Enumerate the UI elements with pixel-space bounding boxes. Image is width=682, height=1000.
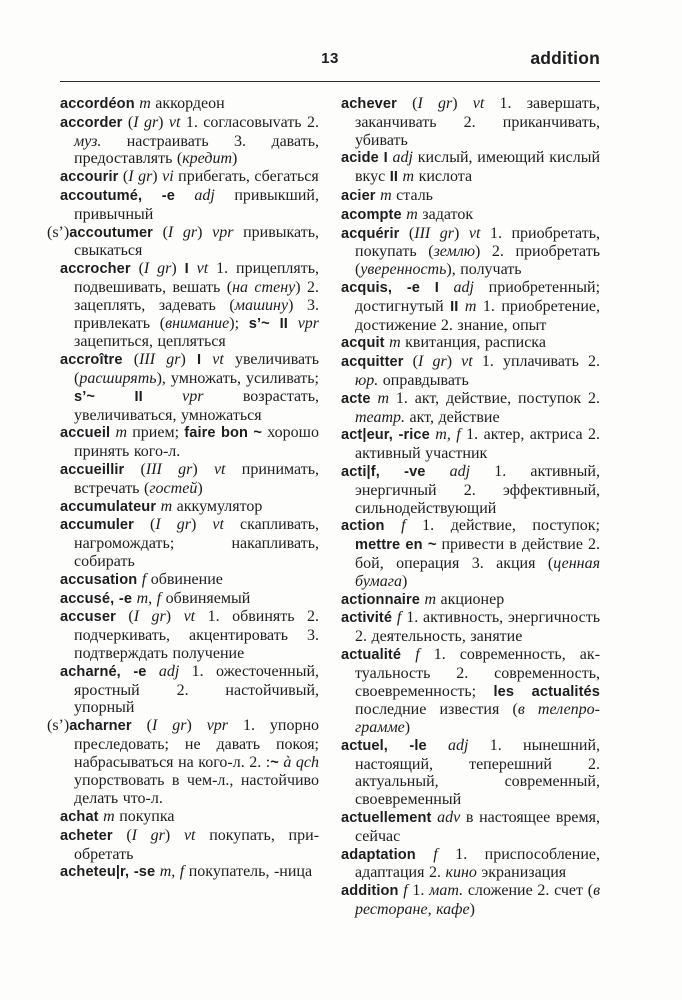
text-run: привыкший, привычный bbox=[74, 186, 319, 223]
text-run: 1. согласовыvать 2. bbox=[180, 113, 320, 131]
text-run: ( bbox=[122, 351, 140, 369]
headword: acte bbox=[341, 390, 371, 407]
headword: actualité bbox=[341, 646, 402, 663]
headword: acharné, -e bbox=[60, 663, 147, 680]
dictionary-entry bbox=[60, 114, 319, 168]
headword: accroître bbox=[60, 352, 123, 369]
headword: adaptation bbox=[341, 846, 416, 863]
text-run: кредит bbox=[182, 150, 233, 168]
text-run: vpr bbox=[297, 314, 320, 332]
text-run: аккумулятор bbox=[172, 497, 263, 515]
text-run: ) bbox=[404, 719, 411, 737]
text-run: ) 2. зацеплять, задевать ( bbox=[74, 278, 319, 314]
text-run: сталь bbox=[391, 186, 433, 204]
header-rule bbox=[60, 81, 600, 82]
text-run: ) bbox=[197, 479, 203, 497]
text-run: в телепрограмме bbox=[355, 701, 600, 737]
dictionary-entry bbox=[341, 463, 600, 517]
text-run: в настоящее время, сейчас bbox=[355, 809, 601, 845]
left-column bbox=[47, 95, 320, 919]
text-run: ) bbox=[180, 351, 197, 369]
text-run: последние известия ( bbox=[355, 701, 518, 719]
text-run: ) bbox=[232, 150, 238, 168]
text-run: ) bbox=[152, 168, 163, 186]
text-run: f bbox=[433, 845, 438, 863]
dictionary-entry bbox=[60, 187, 319, 224]
header-row bbox=[60, 50, 600, 74]
headword: acti|f, -ve bbox=[341, 463, 426, 480]
text-run: adv bbox=[437, 809, 461, 827]
text-run: 1. нынешний, настоящий, теперешний 2. актуальный, современный, своевременный bbox=[355, 736, 601, 809]
text-run: III gr bbox=[414, 224, 455, 242]
text-run: уверенность bbox=[360, 261, 447, 279]
text-run: ( bbox=[152, 223, 168, 241]
dictionary-entry bbox=[341, 737, 600, 809]
text-run: ) bbox=[452, 95, 473, 112]
dictionary-entry bbox=[341, 609, 600, 646]
text-run: m bbox=[402, 168, 415, 186]
text-run: гостей bbox=[149, 479, 198, 497]
text-run: квитанция, расписка bbox=[400, 334, 546, 352]
headword: act|eur, -rice bbox=[341, 427, 430, 444]
text-run: I gr bbox=[131, 826, 165, 844]
text-run: 1. завершать, заканчивать 2. приканчивать, убивать bbox=[355, 95, 601, 149]
headword: accuser bbox=[60, 609, 116, 626]
dictionary-entry bbox=[341, 334, 600, 353]
text-run: 1. современность, актуальность 2. современность, своевременность; bbox=[355, 645, 601, 700]
text-run: m bbox=[377, 389, 390, 407]
text-run: возрастать, увеличиваться, умножаться bbox=[74, 387, 319, 424]
text-run: les actualités bbox=[493, 683, 600, 700]
text-run: прибегать, сбегаться bbox=[173, 168, 319, 186]
text-run: I bbox=[434, 279, 439, 296]
text-run: ) bbox=[454, 224, 469, 242]
dictionary-entry bbox=[60, 863, 319, 882]
text-run: vpr bbox=[206, 717, 229, 735]
headword: addition bbox=[341, 883, 399, 900]
text-run: ) bbox=[190, 516, 213, 534]
text-run: (s’) bbox=[47, 223, 70, 241]
text-run: ) bbox=[158, 113, 169, 131]
text-run: задаток bbox=[417, 205, 474, 223]
text-run: расширять bbox=[79, 369, 157, 387]
text-run: ); bbox=[229, 314, 249, 332]
text-run: I bbox=[196, 352, 202, 369]
text-run: III gr bbox=[139, 351, 181, 369]
text-run: покупка bbox=[114, 808, 175, 826]
text-run: m bbox=[115, 424, 127, 442]
text-run: акт, действие bbox=[405, 408, 500, 426]
dictionary-entry bbox=[60, 498, 319, 517]
text-run: мат. bbox=[429, 882, 464, 900]
text-run: s’~ II bbox=[74, 388, 143, 405]
text-run: принимать, встречать ( bbox=[74, 460, 320, 497]
text-run: vi bbox=[162, 168, 174, 186]
dictionary-entry bbox=[47, 223, 319, 261]
dictionary-entry bbox=[341, 95, 600, 149]
text-run: ( bbox=[133, 516, 156, 534]
dictionary-columns bbox=[47, 95, 601, 919]
headword: accumulateur bbox=[60, 498, 157, 515]
text-run: m, f bbox=[159, 863, 185, 881]
headword: actuel, -le bbox=[341, 737, 427, 754]
text-run: ) bbox=[165, 608, 184, 626]
text-run: vpr bbox=[182, 387, 204, 405]
text-run: I gr bbox=[151, 717, 187, 735]
right-column bbox=[341, 95, 600, 919]
dictionary-entry bbox=[60, 461, 319, 498]
headword: acquis, -e bbox=[341, 279, 420, 296]
text-run: vpr bbox=[212, 223, 234, 241]
text-run: приобретенный; достигнутый bbox=[355, 278, 601, 315]
dictionary-entry bbox=[60, 827, 319, 864]
text-run: I gr bbox=[128, 168, 153, 186]
text-run: оправдывать bbox=[378, 371, 469, 389]
text-run: mettre en ~ bbox=[355, 537, 437, 554]
text-run: ( bbox=[118, 168, 129, 186]
text-run: vt bbox=[461, 353, 473, 371]
headword: accueil bbox=[60, 425, 111, 442]
text-run: vt bbox=[196, 260, 209, 278]
text-run: настраивать 3. давать, предоставлять ( bbox=[74, 132, 319, 168]
headword: activité bbox=[341, 610, 393, 627]
text-run: à qch bbox=[283, 753, 319, 771]
dictionary-entry bbox=[60, 808, 319, 827]
dictionary-entry bbox=[60, 516, 319, 570]
text-run bbox=[385, 517, 402, 534]
text-run: сложение 2. счет ( bbox=[463, 882, 594, 900]
dictionary-entry bbox=[60, 260, 319, 351]
text-run bbox=[420, 279, 435, 296]
text-run: в ресторане, кафе bbox=[355, 882, 601, 919]
dictionary-entry bbox=[60, 95, 319, 114]
dictionary-entry bbox=[341, 882, 600, 919]
text-run: покупатель, -ница bbox=[184, 863, 313, 881]
dictionary-entry bbox=[341, 353, 600, 390]
text-run: внимание bbox=[165, 314, 230, 332]
text-run: 1. ожесточенный, яростный 2. настойчивый, упорный bbox=[74, 662, 319, 717]
text-run: adj bbox=[194, 186, 215, 204]
headword: accordéon bbox=[60, 96, 135, 112]
headword: acquit bbox=[341, 335, 385, 352]
text-run: I gr bbox=[418, 353, 447, 371]
dictionary-entry bbox=[60, 663, 319, 717]
text-run: 1. приспособление, адаптация 2. bbox=[355, 845, 601, 882]
text-run bbox=[416, 846, 433, 863]
text-run: муз. bbox=[74, 132, 102, 150]
page-header bbox=[60, 50, 600, 82]
dictionary-entry bbox=[60, 168, 319, 187]
text-run: vt bbox=[472, 95, 485, 112]
text-run: vt bbox=[212, 516, 224, 534]
text-run: I bbox=[383, 150, 388, 167]
text-run: театр. bbox=[355, 408, 405, 426]
headword: acier bbox=[341, 187, 376, 204]
text-run: vt bbox=[168, 113, 181, 131]
text-run: ) bbox=[192, 460, 214, 478]
dictionary-entry bbox=[341, 279, 600, 334]
text-run: 1. приобретение, достижение 2. знание, опыт bbox=[355, 297, 600, 334]
text-run: ) bbox=[402, 572, 408, 590]
text-run: ) bbox=[164, 826, 184, 844]
text-run: vt bbox=[468, 224, 481, 242]
text-run: vt bbox=[213, 460, 226, 478]
dictionary-entry bbox=[341, 591, 600, 610]
headword: actuellement bbox=[341, 810, 432, 827]
headword: accusation bbox=[60, 571, 138, 588]
text-run: ( bbox=[122, 113, 134, 131]
dictionary-entry bbox=[341, 225, 600, 279]
text-run: faire bon ~ bbox=[184, 425, 263, 442]
text-run: ( bbox=[130, 260, 144, 278]
text-run: землю bbox=[433, 243, 475, 261]
dictionary-entry bbox=[47, 717, 320, 808]
guide-word: addition bbox=[530, 48, 600, 68]
text-run: ( bbox=[115, 608, 134, 626]
text-run: ценная бумага bbox=[355, 554, 600, 590]
text-run: m, f bbox=[435, 426, 461, 444]
text-run: m bbox=[103, 808, 115, 826]
headword: accueillir bbox=[60, 461, 125, 478]
text-run: аккордеон bbox=[150, 95, 225, 112]
text-run: хорошо принять кого-л. bbox=[74, 424, 319, 461]
text-run: ), получать bbox=[446, 261, 522, 279]
text-run: ( bbox=[131, 717, 152, 735]
headword: acheteu|r, -se bbox=[60, 864, 156, 881]
text-run: ( bbox=[112, 826, 132, 844]
text-run bbox=[201, 351, 212, 368]
text-run: f bbox=[415, 645, 420, 663]
text-run: III gr bbox=[145, 460, 193, 478]
text-run: ) 3. привлекать ( bbox=[74, 296, 320, 332]
text-run: 1. прицеплять, подвешивать, вешать ( bbox=[74, 260, 320, 296]
text-run bbox=[426, 463, 450, 480]
text-run: I gr bbox=[133, 608, 166, 626]
dictionary-entry bbox=[341, 206, 600, 225]
text-run: adj bbox=[449, 462, 471, 480]
headword: actionnaire bbox=[341, 591, 420, 608]
text-run: акционер bbox=[436, 590, 505, 608]
text-run: ) 2. приобретать ( bbox=[355, 243, 600, 279]
text-run: 1. активный, энергичный 2. эффективный, сильнодействующий bbox=[355, 462, 600, 517]
text-run: f bbox=[141, 570, 147, 588]
page-content bbox=[47, 48, 601, 919]
text-run: ( bbox=[403, 353, 418, 371]
text-run bbox=[427, 737, 448, 754]
headword: acharner bbox=[69, 718, 132, 735]
headword: acide bbox=[341, 150, 379, 167]
text-run: m, f bbox=[136, 589, 162, 607]
dictionary-entry bbox=[341, 426, 600, 463]
headword: accusé, -e bbox=[60, 590, 133, 607]
text-run: ) bbox=[197, 223, 213, 241]
text-run: I bbox=[184, 261, 189, 278]
text-run: увеличивать ( bbox=[74, 351, 320, 387]
text-run: I gr bbox=[143, 260, 172, 278]
text-run bbox=[439, 279, 454, 296]
headword: acquitter bbox=[341, 354, 404, 371]
text-run: ) bbox=[469, 901, 475, 919]
dictionary-entry bbox=[60, 424, 319, 461]
text-run: на стену bbox=[232, 278, 296, 296]
text-run: 1. обвинять 2. подчеркивать, акцентировать 3. подтверждать получение bbox=[74, 608, 320, 662]
text-run: ( bbox=[399, 224, 415, 242]
headword: accoutumer bbox=[69, 224, 153, 241]
text-run: II bbox=[389, 169, 399, 186]
text-run: обвинение bbox=[146, 570, 223, 588]
dictionary-entry bbox=[341, 187, 600, 206]
text-run: vt bbox=[183, 608, 196, 626]
dictionary-entry bbox=[341, 646, 600, 737]
text-run: зацепиться, цепляться bbox=[74, 333, 226, 351]
text-run: 1. упорно преследовать; не давать покоя; набрасываться на кого-л. 2. : bbox=[74, 717, 320, 771]
text-run: f bbox=[401, 517, 406, 535]
text-run: vt bbox=[183, 826, 196, 844]
text-run: 1. уплачивать 2. bbox=[472, 353, 600, 371]
text-run: экранизация bbox=[476, 864, 567, 882]
text-run: m bbox=[406, 205, 418, 223]
text-run: упорствовать в чем-л., настойчиво делать что-л. bbox=[74, 772, 319, 808]
text-run: ), умножать, усиливать; bbox=[156, 369, 319, 387]
text-run bbox=[189, 260, 197, 277]
dictionary-entry bbox=[60, 571, 319, 590]
text-run: привыкать, свыкаться bbox=[74, 223, 319, 260]
text-run: adj bbox=[448, 736, 469, 754]
headword: achever bbox=[341, 96, 397, 112]
headword: accorder bbox=[60, 114, 123, 131]
text-run bbox=[147, 663, 159, 680]
text-run: f bbox=[396, 609, 402, 627]
text-run: (s’) bbox=[47, 717, 70, 735]
text-run: vt bbox=[212, 351, 224, 369]
headword: acompte bbox=[341, 206, 402, 223]
dictionary-entry bbox=[341, 517, 600, 590]
text-run: 1. приобретать, покупать ( bbox=[355, 224, 601, 261]
text-run: кислота bbox=[414, 168, 473, 186]
text-run bbox=[175, 187, 194, 204]
text-run: II bbox=[450, 298, 459, 315]
text-run: adj bbox=[158, 662, 180, 680]
text-run: прием; bbox=[127, 424, 185, 442]
text-run: 1. активность, энергичность 2. деятельность, занятие bbox=[355, 609, 600, 646]
text-run: m bbox=[424, 590, 437, 608]
headword: action bbox=[341, 518, 385, 535]
headword: acheter bbox=[60, 827, 113, 844]
text-run: покупать, приобретать bbox=[74, 826, 320, 863]
text-run: 1. акт, действие, поступок 2. bbox=[389, 389, 601, 407]
text-run: 1. bbox=[407, 882, 430, 900]
dictionary-entry bbox=[341, 809, 600, 846]
text-run: скапливать, нагромождать; накапливать, собирать bbox=[74, 516, 319, 570]
dictionary-entry bbox=[60, 608, 319, 662]
text-run: юр. bbox=[355, 371, 379, 389]
text-run: m bbox=[160, 497, 173, 515]
text-run: I gr bbox=[417, 95, 453, 112]
text-run: 1. актер, актриса 2. активный участник bbox=[355, 426, 601, 463]
text-run: привести в действие 2. бой, операция 3. акция ( bbox=[355, 536, 601, 572]
page-number: 13 bbox=[321, 50, 339, 67]
text-run: кислый, имеющий кислый вкус bbox=[355, 149, 600, 186]
dictionary-entry bbox=[341, 846, 600, 883]
text-run: ( bbox=[124, 460, 146, 478]
text-run: кино bbox=[445, 864, 477, 882]
headword: achat bbox=[60, 809, 99, 826]
headword: accoutumé, -e bbox=[60, 187, 175, 204]
text-run: m bbox=[389, 334, 401, 352]
text-run: 1. действие, поступок; bbox=[405, 517, 600, 535]
text-run: s’~ II bbox=[248, 315, 288, 332]
text-run: adj bbox=[453, 278, 474, 296]
headword: accumuler bbox=[60, 517, 134, 534]
text-run: машину bbox=[234, 296, 289, 314]
text-run: m bbox=[380, 186, 392, 204]
text-run: I gr bbox=[133, 113, 159, 131]
headword: acquérir bbox=[341, 225, 400, 242]
dictionary-entry bbox=[60, 351, 319, 424]
text-run: ) bbox=[171, 260, 185, 278]
text-run: m bbox=[464, 297, 477, 315]
text-run: I gr bbox=[155, 516, 191, 534]
headword: accourir bbox=[60, 169, 119, 186]
text-run: ~ bbox=[270, 754, 279, 771]
text-run bbox=[143, 388, 182, 405]
text-run: ) bbox=[446, 353, 462, 371]
dictionary-entry bbox=[341, 390, 600, 427]
dictionary-entry bbox=[60, 590, 319, 609]
text-run: ) bbox=[186, 717, 207, 735]
dictionary-entry bbox=[341, 149, 600, 187]
text-run: I gr bbox=[167, 223, 198, 241]
text-run: adj bbox=[392, 149, 413, 167]
text-run bbox=[401, 646, 415, 663]
text-run: m bbox=[139, 95, 151, 112]
text-run: ( bbox=[396, 95, 418, 112]
text-run: f bbox=[403, 882, 408, 900]
headword: accrocher bbox=[60, 261, 131, 278]
text-run bbox=[288, 315, 298, 332]
text-run: обвиняемый bbox=[161, 589, 251, 607]
